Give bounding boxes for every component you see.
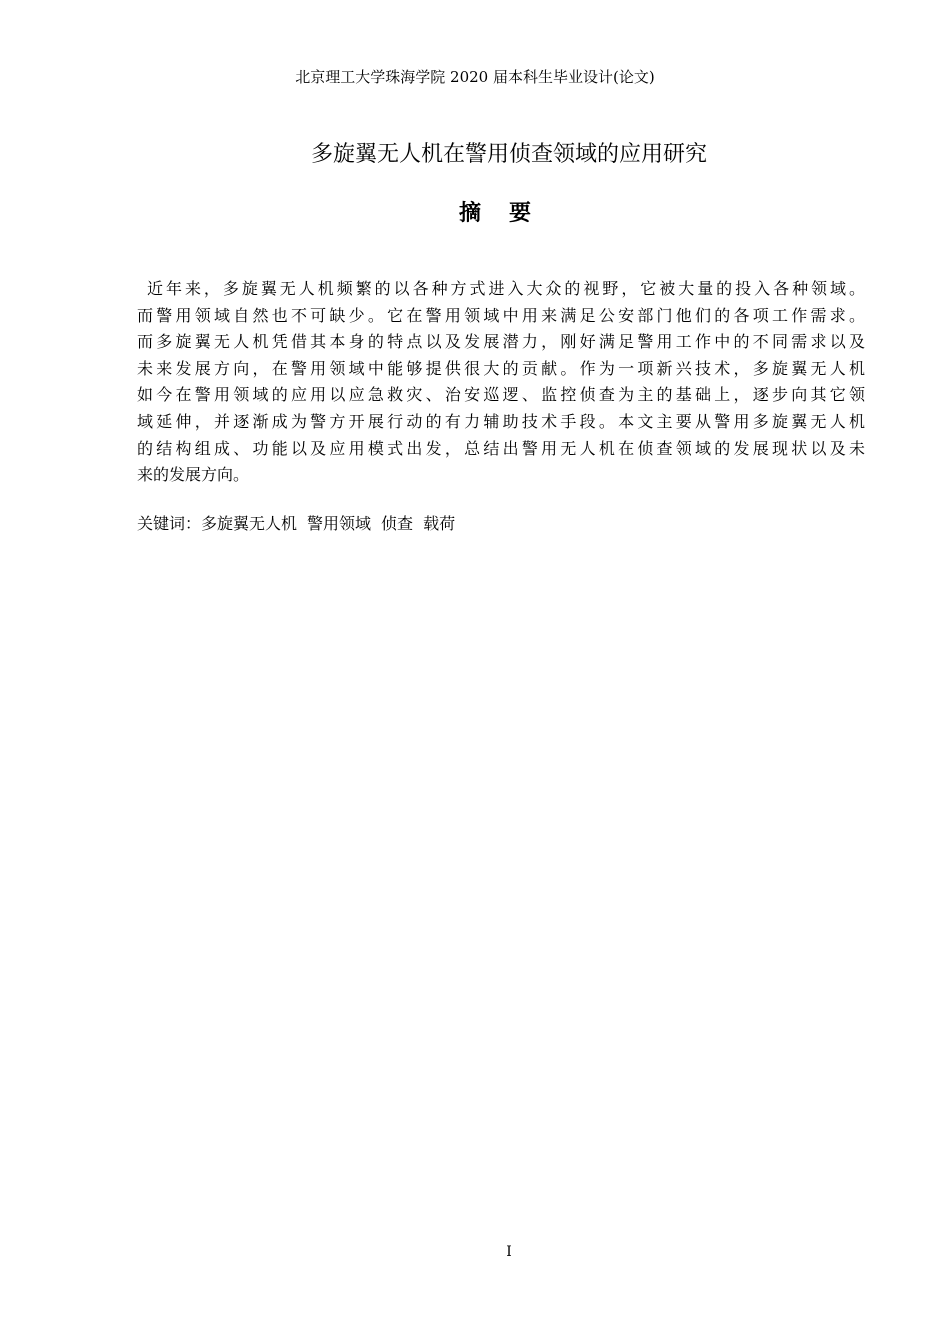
abstract-line: 未来发展方向，在警用领域中能够提供很大的贡献。作为一项新兴技术，多旋翼无人机	[137, 358, 865, 378]
abstract-heading: 摘要	[458, 201, 559, 226]
thesis-title: 多旋翼无人机在警用侦查领域的应用研究	[310, 142, 707, 167]
keyword: 侦查	[381, 514, 414, 533]
abstract-line: 的结构组成、功能以及应用模式出发，总结出警用无人机在侦查领域的发展现状以及未	[137, 438, 865, 458]
page-number: I	[506, 1244, 512, 1260]
abstract-line: 域延伸，并逐渐成为警方开展行动的有力辅助技术手段。本文主要从警用多旋翼无人机	[137, 411, 865, 431]
abstract-line: 近年来，多旋翼无人机频繁的以各种方式进入大众的视野，它被大量的投入各种领域。	[147, 279, 865, 298]
abstract-body	[137, 276, 865, 489]
keywords	[137, 511, 455, 537]
keyword: 载荷	[423, 514, 456, 533]
keywords-label: 关键词：	[137, 514, 202, 533]
page-header: 北京理工大学珠海学院 2020 届本科生毕业设计(论文)	[295, 68, 655, 86]
abstract-line: 来的发展方向。	[137, 465, 250, 485]
keyword: 警用领域	[307, 514, 372, 533]
abstract-line: 而警用领域自然也不可缺少。它在警用领域中用来满足公安部门他们的各项工作需求。	[137, 305, 865, 325]
abstract-line: 而多旋翼无人机凭借其本身的特点以及发展潜力，刚好满足警用工作中的不同需求以及	[137, 332, 865, 352]
abstract-line: 如今在警用领域的应用以应急救灾、治安巡逻、监控侦查为主的基础上，逐步向其它领	[137, 385, 865, 405]
keyword: 多旋翼无人机	[201, 514, 298, 533]
